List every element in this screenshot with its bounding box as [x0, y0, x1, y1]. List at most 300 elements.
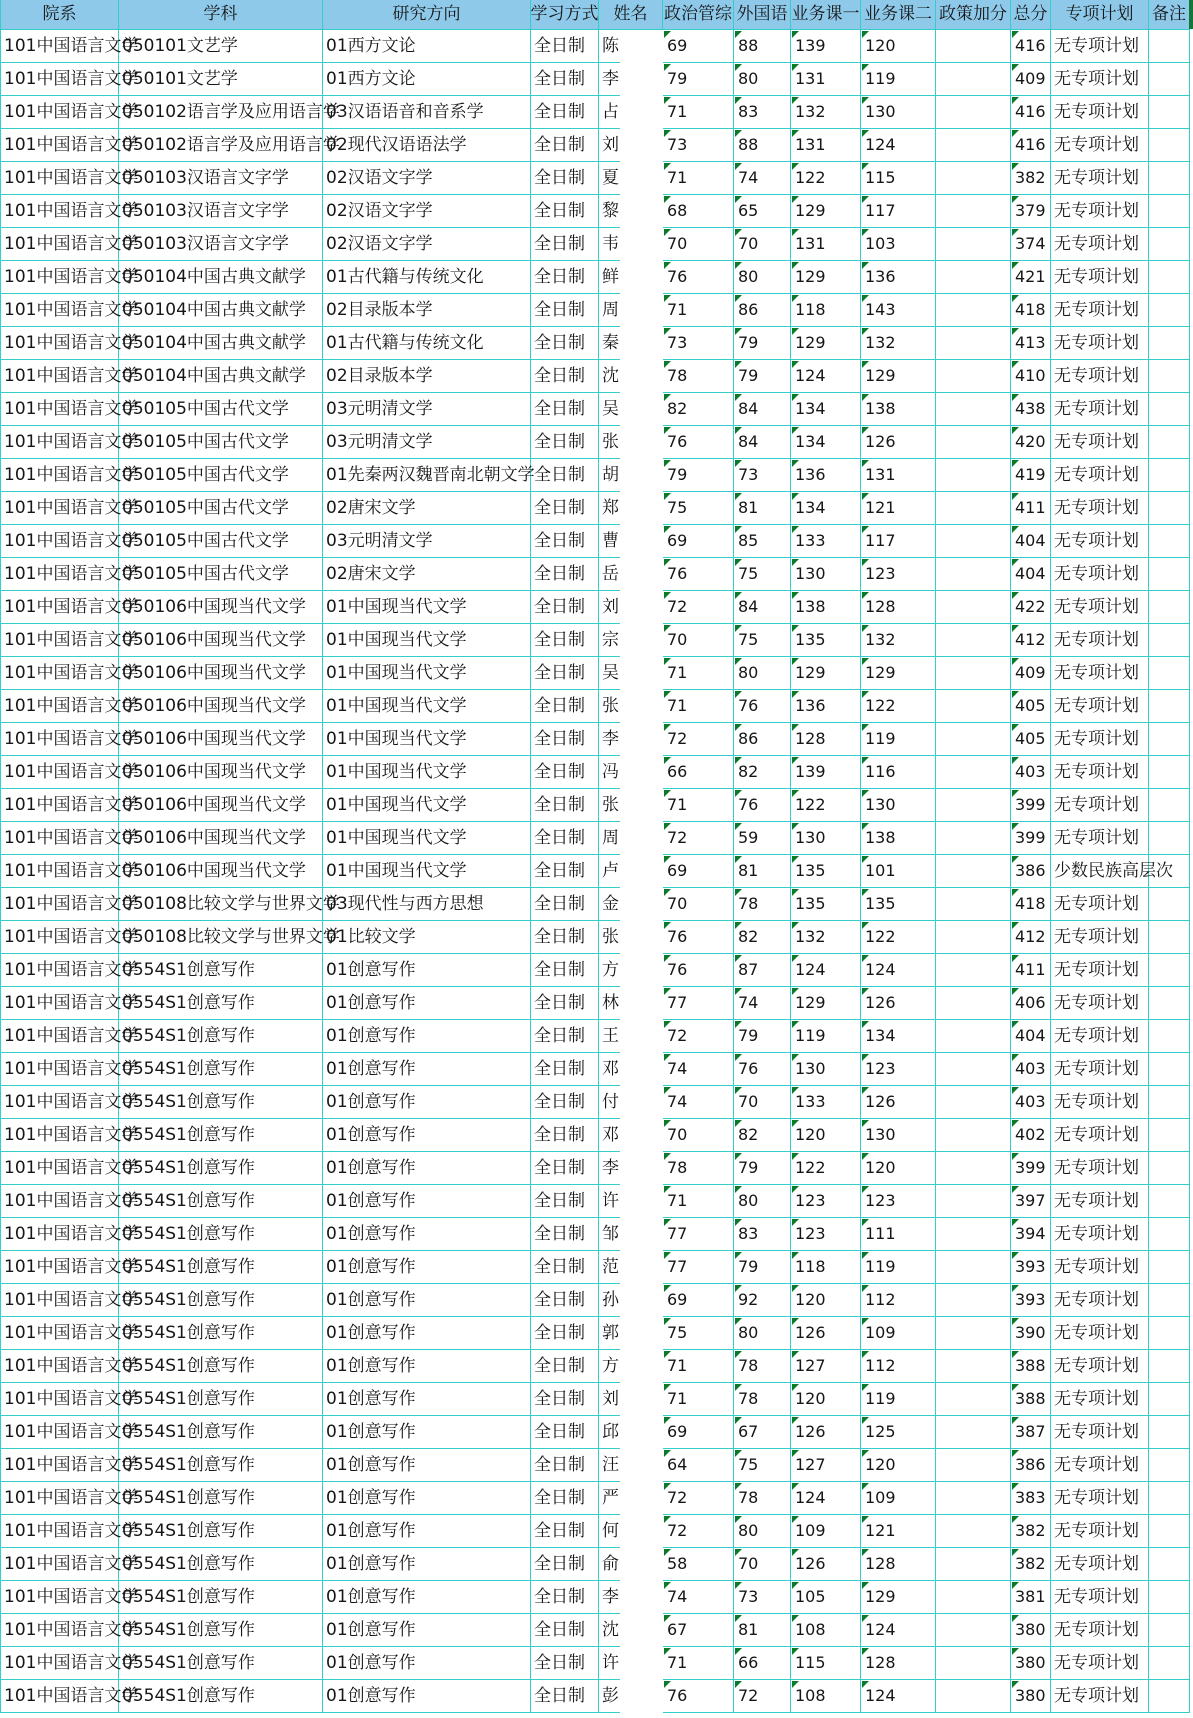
cell-name[interactable]: 林 [599, 987, 663, 1020]
cell-total[interactable]: 405 [1011, 723, 1051, 756]
cell-course2[interactable]: 126 [861, 426, 936, 459]
cell-foreign-lang[interactable]: 86 [734, 723, 791, 756]
cell-total[interactable]: 380 [1011, 1647, 1051, 1680]
cell-plan[interactable]: 无专项计划 [1051, 162, 1149, 195]
cell-dept[interactable]: 101中国语言文学 [1, 294, 119, 327]
cell-dept[interactable]: 101中国语言文学 [1, 360, 119, 393]
cell-dept[interactable]: 101中国语言文学 [1, 954, 119, 987]
cell-dept[interactable]: 101中国语言文学 [1, 1614, 119, 1647]
cell-direction[interactable]: 03元明清文学 [323, 393, 531, 426]
header-plan[interactable]: 专项计划 [1051, 0, 1149, 30]
cell-name[interactable]: 周 [599, 822, 663, 855]
cell-total[interactable]: 382 [1011, 1548, 1051, 1581]
cell-course1[interactable]: 108 [791, 1614, 861, 1647]
cell-dept[interactable]: 101中国语言文学 [1, 624, 119, 657]
cell-politics[interactable]: 70 [663, 228, 734, 261]
cell-plan[interactable]: 无专项计划 [1051, 1119, 1149, 1152]
cell-name[interactable]: 张 [599, 921, 663, 954]
cell-foreign-lang[interactable]: 59 [734, 822, 791, 855]
cell-direction[interactable]: 01创意写作 [323, 1515, 531, 1548]
cell-politics[interactable]: 75 [663, 492, 734, 525]
cell-subject[interactable]: 0554S1创意写作 [119, 1482, 323, 1515]
cell-name[interactable]: 郭 [599, 1317, 663, 1350]
cell-course2[interactable]: 112 [861, 1350, 936, 1383]
cell-direction[interactable]: 01中国现当代文学 [323, 690, 531, 723]
cell-course2[interactable]: 143 [861, 294, 936, 327]
cell-subject[interactable]: 050108比较文学与世界文学 [119, 921, 323, 954]
cell-course1[interactable]: 126 [791, 1416, 861, 1449]
cell-plan[interactable]: 无专项计划 [1051, 1614, 1149, 1647]
cell-direction[interactable]: 01中国现当代文学 [323, 822, 531, 855]
cell-subject[interactable]: 0554S1创意写作 [119, 1614, 323, 1647]
cell-course2[interactable]: 109 [861, 1317, 936, 1350]
cell-course1[interactable]: 120 [791, 1284, 861, 1317]
cell-foreign-lang[interactable]: 74 [734, 162, 791, 195]
cell-total[interactable]: 422 [1011, 591, 1051, 624]
cell-subject[interactable]: 0554S1创意写作 [119, 987, 323, 1020]
cell-plan[interactable]: 无专项计划 [1051, 294, 1149, 327]
cell-plan[interactable]: 无专项计划 [1051, 822, 1149, 855]
cell-note[interactable] [1149, 1515, 1190, 1548]
cell-plan[interactable]: 无专项计划 [1051, 888, 1149, 921]
cell-dept[interactable]: 101中国语言文学 [1, 1383, 119, 1416]
cell-politics[interactable]: 71 [663, 1185, 734, 1218]
cell-dept[interactable]: 101中国语言文学 [1, 228, 119, 261]
cell-course1[interactable]: 127 [791, 1350, 861, 1383]
cell-total[interactable]: 386 [1011, 1449, 1051, 1482]
cell-bonus[interactable] [936, 96, 1011, 129]
cell-dept[interactable]: 101中国语言文学 [1, 1515, 119, 1548]
cell-note[interactable] [1149, 558, 1190, 591]
cell-foreign-lang[interactable]: 72 [734, 1680, 791, 1713]
cell-politics[interactable]: 58 [663, 1548, 734, 1581]
cell-foreign-lang[interactable]: 76 [734, 690, 791, 723]
cell-course2[interactable]: 124 [861, 129, 936, 162]
cell-note[interactable] [1149, 30, 1190, 63]
cell-course1[interactable]: 134 [791, 393, 861, 426]
cell-plan[interactable]: 无专项计划 [1051, 723, 1149, 756]
cell-direction[interactable]: 02唐宋文学 [323, 558, 531, 591]
cell-course2[interactable]: 131 [861, 459, 936, 492]
cell-direction[interactable]: 01中国现当代文学 [323, 855, 531, 888]
cell-bonus[interactable] [936, 888, 1011, 921]
cell-bonus[interactable] [936, 360, 1011, 393]
cell-total[interactable]: 382 [1011, 1515, 1051, 1548]
cell-foreign-lang[interactable]: 75 [734, 558, 791, 591]
cell-subject[interactable]: 0554S1创意写作 [119, 1251, 323, 1284]
cell-subject[interactable]: 050102语言学及应用语言学 [119, 96, 323, 129]
cell-foreign-lang[interactable]: 70 [734, 1548, 791, 1581]
cell-plan[interactable]: 无专项计划 [1051, 1317, 1149, 1350]
cell-name[interactable]: 邱 [599, 1416, 663, 1449]
cell-mode[interactable]: 全日制 [531, 1119, 599, 1152]
cell-direction[interactable]: 01创意写作 [323, 1416, 531, 1449]
cell-note[interactable] [1149, 1482, 1190, 1515]
cell-plan[interactable]: 无专项计划 [1051, 129, 1149, 162]
cell-name[interactable]: 夏 [599, 162, 663, 195]
cell-plan[interactable]: 无专项计划 [1051, 1086, 1149, 1119]
cell-dept[interactable]: 101中国语言文学 [1, 1548, 119, 1581]
cell-total[interactable]: 399 [1011, 1152, 1051, 1185]
cell-course1[interactable]: 135 [791, 624, 861, 657]
cell-note[interactable] [1149, 987, 1190, 1020]
cell-subject[interactable]: 050106中国现当代文学 [119, 756, 323, 789]
cell-course2[interactable]: 130 [861, 96, 936, 129]
cell-plan[interactable]: 无专项计划 [1051, 1218, 1149, 1251]
cell-note[interactable] [1149, 954, 1190, 987]
cell-name[interactable]: 彭 [599, 1680, 663, 1713]
cell-politics[interactable]: 78 [663, 1152, 734, 1185]
cell-note[interactable] [1149, 1449, 1190, 1482]
cell-bonus[interactable] [936, 393, 1011, 426]
cell-total[interactable]: 399 [1011, 822, 1051, 855]
cell-total[interactable]: 419 [1011, 459, 1051, 492]
cell-foreign-lang[interactable]: 70 [734, 228, 791, 261]
cell-subject[interactable]: 050105中国古代文学 [119, 492, 323, 525]
cell-note[interactable] [1149, 657, 1190, 690]
cell-total[interactable]: 403 [1011, 1053, 1051, 1086]
cell-total[interactable]: 387 [1011, 1416, 1051, 1449]
cell-course1[interactable]: 136 [791, 690, 861, 723]
cell-course2[interactable]: 119 [861, 63, 936, 96]
cell-name[interactable]: 沈 [599, 360, 663, 393]
cell-foreign-lang[interactable]: 79 [734, 1152, 791, 1185]
cell-mode[interactable]: 全日制 [531, 855, 599, 888]
cell-direction[interactable]: 01创意写作 [323, 1317, 531, 1350]
cell-course1[interactable]: 130 [791, 1053, 861, 1086]
cell-mode[interactable]: 全日制 [531, 327, 599, 360]
cell-total[interactable]: 404 [1011, 1020, 1051, 1053]
cell-total[interactable]: 438 [1011, 393, 1051, 426]
cell-course2[interactable]: 132 [861, 624, 936, 657]
cell-total[interactable]: 413 [1011, 327, 1051, 360]
cell-course1[interactable]: 139 [791, 756, 861, 789]
cell-bonus[interactable] [936, 789, 1011, 822]
cell-name[interactable]: 金 [599, 888, 663, 921]
cell-bonus[interactable] [936, 294, 1011, 327]
cell-mode[interactable]: 全日制 [531, 1449, 599, 1482]
cell-direction[interactable]: 01创意写作 [323, 1581, 531, 1614]
cell-note[interactable] [1149, 459, 1190, 492]
cell-bonus[interactable] [936, 657, 1011, 690]
cell-total[interactable]: 388 [1011, 1383, 1051, 1416]
cell-dept[interactable]: 101中国语言文学 [1, 30, 119, 63]
cell-name[interactable]: 吴 [599, 393, 663, 426]
cell-politics[interactable]: 71 [663, 1350, 734, 1383]
cell-subject[interactable]: 0554S1创意写作 [119, 1449, 323, 1482]
cell-mode[interactable]: 全日制 [531, 1680, 599, 1713]
cell-course1[interactable]: 133 [791, 1086, 861, 1119]
cell-subject[interactable]: 0554S1创意写作 [119, 1647, 323, 1680]
cell-plan[interactable]: 无专项计划 [1051, 1548, 1149, 1581]
cell-direction[interactable]: 01创意写作 [323, 1482, 531, 1515]
cell-direction[interactable]: 01西方文论 [323, 30, 531, 63]
cell-course2[interactable]: 120 [861, 1449, 936, 1482]
cell-dept[interactable]: 101中国语言文学 [1, 921, 119, 954]
cell-plan[interactable]: 无专项计划 [1051, 690, 1149, 723]
cell-bonus[interactable] [936, 129, 1011, 162]
cell-course1[interactable]: 126 [791, 1317, 861, 1350]
cell-name[interactable]: 付 [599, 1086, 663, 1119]
cell-direction[interactable]: 03现代性与西方思想 [323, 888, 531, 921]
cell-course2[interactable]: 128 [861, 591, 936, 624]
cell-mode[interactable]: 全日制 [531, 1647, 599, 1680]
cell-note[interactable] [1149, 756, 1190, 789]
cell-subject[interactable]: 0554S1创意写作 [119, 1284, 323, 1317]
cell-subject[interactable]: 050105中国古代文学 [119, 525, 323, 558]
cell-subject[interactable]: 050103汉语言文字学 [119, 228, 323, 261]
cell-note[interactable] [1149, 1185, 1190, 1218]
cell-course2[interactable]: 121 [861, 492, 936, 525]
cell-mode[interactable]: 全日制 [531, 954, 599, 987]
cell-foreign-lang[interactable]: 82 [734, 756, 791, 789]
cell-mode[interactable]: 全日制 [531, 987, 599, 1020]
cell-course2[interactable]: 132 [861, 327, 936, 360]
cell-course2[interactable]: 138 [861, 393, 936, 426]
cell-dept[interactable]: 101中国语言文学 [1, 1581, 119, 1614]
cell-foreign-lang[interactable]: 80 [734, 63, 791, 96]
cell-course1[interactable]: 120 [791, 1119, 861, 1152]
cell-course2[interactable]: 119 [861, 1251, 936, 1284]
cell-foreign-lang[interactable]: 78 [734, 888, 791, 921]
cell-plan[interactable]: 无专项计划 [1051, 591, 1149, 624]
cell-plan[interactable]: 无专项计划 [1051, 1152, 1149, 1185]
cell-mode[interactable]: 全日制 [531, 1317, 599, 1350]
cell-note[interactable] [1149, 1416, 1190, 1449]
cell-dept[interactable]: 101中国语言文学 [1, 1053, 119, 1086]
cell-course2[interactable]: 128 [861, 1548, 936, 1581]
header-dept[interactable]: 院系 [1, 0, 119, 30]
cell-direction[interactable]: 01创意写作 [323, 1218, 531, 1251]
cell-dept[interactable]: 101中国语言文学 [1, 129, 119, 162]
cell-note[interactable] [1149, 1020, 1190, 1053]
cell-plan[interactable]: 无专项计划 [1051, 1350, 1149, 1383]
cell-total[interactable]: 411 [1011, 954, 1051, 987]
cell-mode[interactable]: 全日制 [531, 1614, 599, 1647]
cell-foreign-lang[interactable]: 82 [734, 1119, 791, 1152]
cell-dept[interactable]: 101中国语言文学 [1, 1152, 119, 1185]
cell-mode[interactable]: 全日制 [531, 393, 599, 426]
cell-bonus[interactable] [936, 591, 1011, 624]
cell-course1[interactable]: 130 [791, 558, 861, 591]
cell-politics[interactable]: 71 [663, 162, 734, 195]
cell-note[interactable] [1149, 393, 1190, 426]
header-subject[interactable]: 学科 [119, 0, 323, 30]
cell-mode[interactable]: 全日制 [531, 525, 599, 558]
cell-total[interactable]: 416 [1011, 129, 1051, 162]
cell-politics[interactable]: 71 [663, 294, 734, 327]
cell-plan[interactable]: 无专项计划 [1051, 426, 1149, 459]
cell-total[interactable]: 403 [1011, 1086, 1051, 1119]
cell-mode[interactable]: 全日制 [531, 822, 599, 855]
cell-name[interactable]: 王 [599, 1020, 663, 1053]
cell-dept[interactable]: 101中国语言文学 [1, 492, 119, 525]
cell-course1[interactable]: 128 [791, 723, 861, 756]
cell-mode[interactable]: 全日制 [531, 426, 599, 459]
cell-note[interactable] [1149, 525, 1190, 558]
cell-subject[interactable]: 050106中国现当代文学 [119, 657, 323, 690]
cell-course2[interactable]: 117 [861, 525, 936, 558]
cell-course1[interactable]: 129 [791, 327, 861, 360]
header-name[interactable]: 姓名 [599, 0, 663, 30]
cell-foreign-lang[interactable]: 79 [734, 360, 791, 393]
cell-subject[interactable]: 0554S1创意写作 [119, 1317, 323, 1350]
cell-name[interactable]: 刘 [599, 1383, 663, 1416]
cell-name[interactable]: 卢 [599, 855, 663, 888]
cell-course2[interactable]: 111 [861, 1218, 936, 1251]
cell-course1[interactable]: 129 [791, 195, 861, 228]
cell-mode[interactable]: 全日制 [531, 690, 599, 723]
cell-plan[interactable]: 无专项计划 [1051, 96, 1149, 129]
cell-note[interactable] [1149, 690, 1190, 723]
cell-course1[interactable]: 138 [791, 591, 861, 624]
cell-bonus[interactable] [936, 426, 1011, 459]
cell-mode[interactable]: 全日制 [531, 657, 599, 690]
cell-politics[interactable]: 71 [663, 690, 734, 723]
cell-dept[interactable]: 101中国语言文学 [1, 1680, 119, 1713]
cell-direction[interactable]: 01创意写作 [323, 1284, 531, 1317]
cell-name[interactable]: 李 [599, 1152, 663, 1185]
cell-bonus[interactable] [936, 1317, 1011, 1350]
cell-mode[interactable]: 全日制 [531, 1152, 599, 1185]
cell-mode[interactable]: 全日制 [531, 96, 599, 129]
cell-foreign-lang[interactable]: 81 [734, 492, 791, 525]
cell-name[interactable]: 严 [599, 1482, 663, 1515]
cell-name[interactable]: 李 [599, 1581, 663, 1614]
cell-name[interactable]: 占 [599, 96, 663, 129]
cell-dept[interactable]: 101中国语言文学 [1, 1482, 119, 1515]
cell-direction[interactable]: 01创意写作 [323, 1119, 531, 1152]
header-total[interactable]: 总分 [1011, 0, 1051, 30]
cell-course1[interactable]: 130 [791, 822, 861, 855]
cell-course2[interactable]: 129 [861, 1581, 936, 1614]
cell-course1[interactable]: 126 [791, 1548, 861, 1581]
cell-total[interactable]: 404 [1011, 525, 1051, 558]
cell-course2[interactable]: 101 [861, 855, 936, 888]
cell-dept[interactable]: 101中国语言文学 [1, 1086, 119, 1119]
cell-foreign-lang[interactable]: 73 [734, 1581, 791, 1614]
cell-course2[interactable]: 109 [861, 1482, 936, 1515]
cell-dept[interactable]: 101中国语言文学 [1, 657, 119, 690]
cell-politics[interactable]: 67 [663, 1614, 734, 1647]
cell-dept[interactable]: 101中国语言文学 [1, 393, 119, 426]
cell-bonus[interactable] [936, 1152, 1011, 1185]
cell-mode[interactable]: 全日制 [531, 459, 599, 492]
cell-bonus[interactable] [936, 162, 1011, 195]
cell-plan[interactable]: 无专项计划 [1051, 1416, 1149, 1449]
cell-total[interactable]: 390 [1011, 1317, 1051, 1350]
cell-dept[interactable]: 101中国语言文学 [1, 987, 119, 1020]
cell-subject[interactable]: 050105中国古代文学 [119, 393, 323, 426]
cell-politics[interactable]: 73 [663, 129, 734, 162]
cell-total[interactable]: 406 [1011, 987, 1051, 1020]
cell-mode[interactable]: 全日制 [531, 162, 599, 195]
cell-bonus[interactable] [936, 1647, 1011, 1680]
cell-mode[interactable]: 全日制 [531, 1416, 599, 1449]
cell-subject[interactable]: 0554S1创意写作 [119, 1185, 323, 1218]
cell-foreign-lang[interactable]: 65 [734, 195, 791, 228]
cell-direction[interactable]: 01创意写作 [323, 1152, 531, 1185]
cell-name[interactable]: 岳 [599, 558, 663, 591]
cell-plan[interactable]: 无专项计划 [1051, 393, 1149, 426]
cell-total[interactable]: 420 [1011, 426, 1051, 459]
cell-direction[interactable]: 01创意写作 [323, 1020, 531, 1053]
cell-foreign-lang[interactable]: 87 [734, 954, 791, 987]
cell-subject[interactable]: 050106中国现当代文学 [119, 822, 323, 855]
cell-total[interactable]: 379 [1011, 195, 1051, 228]
cell-politics[interactable]: 71 [663, 1383, 734, 1416]
cell-bonus[interactable] [936, 327, 1011, 360]
cell-course2[interactable]: 117 [861, 195, 936, 228]
cell-dept[interactable]: 101中国语言文学 [1, 1449, 119, 1482]
cell-direction[interactable]: 01创意写作 [323, 1185, 531, 1218]
cell-foreign-lang[interactable]: 84 [734, 393, 791, 426]
cell-note[interactable] [1149, 228, 1190, 261]
cell-foreign-lang[interactable]: 79 [734, 1251, 791, 1284]
cell-name[interactable]: 孙 [599, 1284, 663, 1317]
cell-bonus[interactable] [936, 1548, 1011, 1581]
cell-subject[interactable]: 050104中国古典文献学 [119, 261, 323, 294]
cell-note[interactable] [1149, 162, 1190, 195]
cell-politics[interactable]: 75 [663, 1317, 734, 1350]
cell-note[interactable] [1149, 1152, 1190, 1185]
cell-dept[interactable]: 101中国语言文学 [1, 1647, 119, 1680]
cell-bonus[interactable] [936, 1614, 1011, 1647]
cell-note[interactable] [1149, 1647, 1190, 1680]
cell-course2[interactable]: 119 [861, 1383, 936, 1416]
cell-dept[interactable]: 101中国语言文学 [1, 459, 119, 492]
cell-bonus[interactable] [936, 1581, 1011, 1614]
cell-foreign-lang[interactable]: 67 [734, 1416, 791, 1449]
cell-mode[interactable]: 全日制 [531, 1086, 599, 1119]
cell-politics[interactable]: 79 [663, 459, 734, 492]
cell-bonus[interactable] [936, 822, 1011, 855]
cell-foreign-lang[interactable]: 83 [734, 96, 791, 129]
cell-bonus[interactable] [936, 1251, 1011, 1284]
cell-politics[interactable]: 76 [663, 1680, 734, 1713]
cell-plan[interactable]: 无专项计划 [1051, 525, 1149, 558]
cell-foreign-lang[interactable]: 80 [734, 1515, 791, 1548]
cell-total[interactable]: 382 [1011, 162, 1051, 195]
cell-foreign-lang[interactable]: 78 [734, 1482, 791, 1515]
cell-subject[interactable]: 050101文艺学 [119, 63, 323, 96]
cell-plan[interactable]: 无专项计划 [1051, 1581, 1149, 1614]
cell-direction[interactable]: 03元明清文学 [323, 525, 531, 558]
cell-name[interactable]: 方 [599, 954, 663, 987]
cell-note[interactable] [1149, 723, 1190, 756]
cell-dept[interactable]: 101中国语言文学 [1, 96, 119, 129]
cell-course1[interactable]: 134 [791, 426, 861, 459]
cell-foreign-lang[interactable]: 92 [734, 1284, 791, 1317]
cell-name[interactable]: 张 [599, 426, 663, 459]
cell-name[interactable]: 俞 [599, 1548, 663, 1581]
cell-subject[interactable]: 050108比较文学与世界文学 [119, 888, 323, 921]
cell-course2[interactable]: 126 [861, 987, 936, 1020]
cell-note[interactable] [1149, 1581, 1190, 1614]
cell-note[interactable] [1149, 1350, 1190, 1383]
cell-dept[interactable]: 101中国语言文学 [1, 327, 119, 360]
header-politics[interactable]: 政治管综 [663, 0, 734, 30]
cell-direction[interactable]: 01创意写作 [323, 1251, 531, 1284]
cell-course1[interactable]: 105 [791, 1581, 861, 1614]
cell-course1[interactable]: 115 [791, 1647, 861, 1680]
cell-bonus[interactable] [936, 228, 1011, 261]
cell-course1[interactable]: 109 [791, 1515, 861, 1548]
cell-course2[interactable]: 128 [861, 1647, 936, 1680]
cell-course1[interactable]: 108 [791, 1680, 861, 1713]
cell-dept[interactable]: 101中国语言文学 [1, 1218, 119, 1251]
cell-mode[interactable]: 全日制 [531, 921, 599, 954]
